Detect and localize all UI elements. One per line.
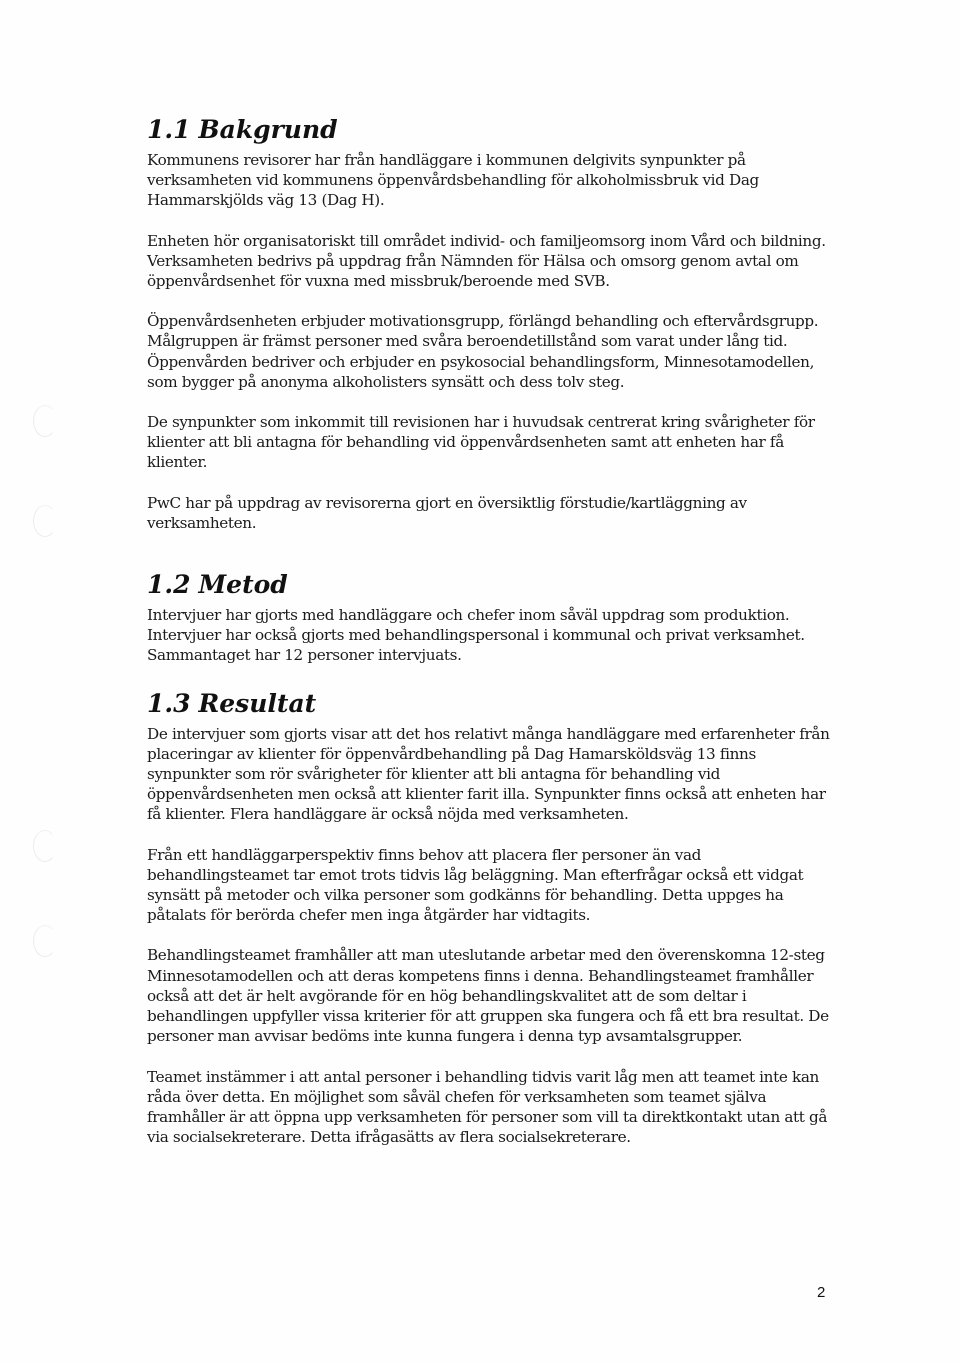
section-number: 1.1 [147,115,191,144]
section-bakgrund [147,112,837,533]
paragraph: Intervjuer har gjorts med handläggare och chefer inom såväl uppdrag som produktion. Intervjuer har också gjorts med behandlingspersonal i kommunal och privat verksamhet. Sammantaget har 12 personer intervjuats. [147,606,805,665]
punch-hole-mark [33,405,57,437]
punch-hole-mark [33,830,57,862]
paragraph: Från ett handläggarperspektiv finns behov att placera fler personer än vad behandlingsteamet tar emot trots tidvis låg beläggning. Man efterfrågar också ett vidgat synsätt på metoder och vilka personer som godkänns för behandling. Detta uppges ha påtalats för berörda chefer men inga åtgärder har vidtagits. [147,845,804,925]
section-heading [147,686,837,722]
section-heading [147,112,837,148]
section-metod [147,567,837,666]
paragraph: De synpunkter som inkommit till revisionen har i huvudsak centrerat kring svårigheter för klienter att bli antagna för behandling vid öppenvårdsenheten samt att enheten har få klienter. [147,413,815,472]
punch-hole-mark [33,925,57,957]
paragraph: Enheten hör organisatoriskt till området individ- och familjeomsorg inom Vård och bildning. Verksamheten bedrivs på uppdrag från Nämnden för Hälsa och omsorg genom avtal om öppenvårdsenhet för vuxna med missbruk/beroende med SVB. [147,231,826,291]
section-title: Metod [198,570,288,600]
paragraph: De intervjuer som gjorts visar att det hos relativt många handläggare med erfarenheter från placeringar av klienter för öppenvårdbehandling på Dag Hamarsköldsväg 13 finns synpunkter som rör svårigheter för klienter att bli antagna för behandling vid öppenvårdsenheten men också att klienter farit illa. Synpunkter finns också att enheten har få klienter. Flera handläggare är också nöjda med verksamheten. [147,724,830,824]
section-number: 1.3 [147,688,191,718]
document-body [147,112,837,1167]
section-heading [147,567,837,603]
punch-hole-mark [33,505,57,537]
section-title: Resultat [198,688,317,718]
page-number: 2 [817,1284,826,1301]
paragraph: Behandlingsteamet framhåller att man uteslutande arbetar med den överenskomna 12-steg Minnesotamodellen och att deras kompetens finns i denna. Behandlingsteamet framhåller också att det är helt avgörande för en hög behandlingskvalitet att de som deltar i behandlingen uppfyller vissa kriterier för att gruppen ska fungera och få ett bra resultat. De personer man avvisar bedöms inte kunna fungera i denna typ avsamtalsgrupper. [147,946,829,1046]
paragraph: Kommunens revisorer har från handläggare i kommunen delgivits synpunkter på verksamheten vid kommunens öppenvårdsbehandling för alkoholmissbruk vid Dag Hammarskjölds väg 13 (Dag H). [147,151,759,210]
section-number: 1.2 [147,570,191,600]
section-title: Bakgrund [198,115,338,144]
paragraph: Öppenvårdsenheten erbjuder motivationsgrupp, förlängd behandling och eftervårdsgrupp. Målgruppen är främst personer med svåra beroendetillstånd som varat under lång tid. Öppenvården bedriver och erbjuder en psykosocial behandlingsform, Minnesotamodellen, som bygger på anonyma alkoholisters synsätt och dess tolv steg. [147,312,819,391]
paragraph: Teamet instämmer i att antal personer i behandling tidvis varit låg men att teamet inte kan råda över detta. En möjlighet som såväl chefen för verksamheten som teamet själva framhåller är att öppna upp verksamheten för personer som vill ta direktkontakt utan att gå via socialsekreterare. Detta ifrågasätts av flera socialsekreterare. [147,1067,828,1147]
paragraph: PwC har på uppdrag av revisorerna gjort en översiktlig förstudie/kartläggning av verksamheten. [147,493,747,532]
section-resultat [147,686,837,1148]
